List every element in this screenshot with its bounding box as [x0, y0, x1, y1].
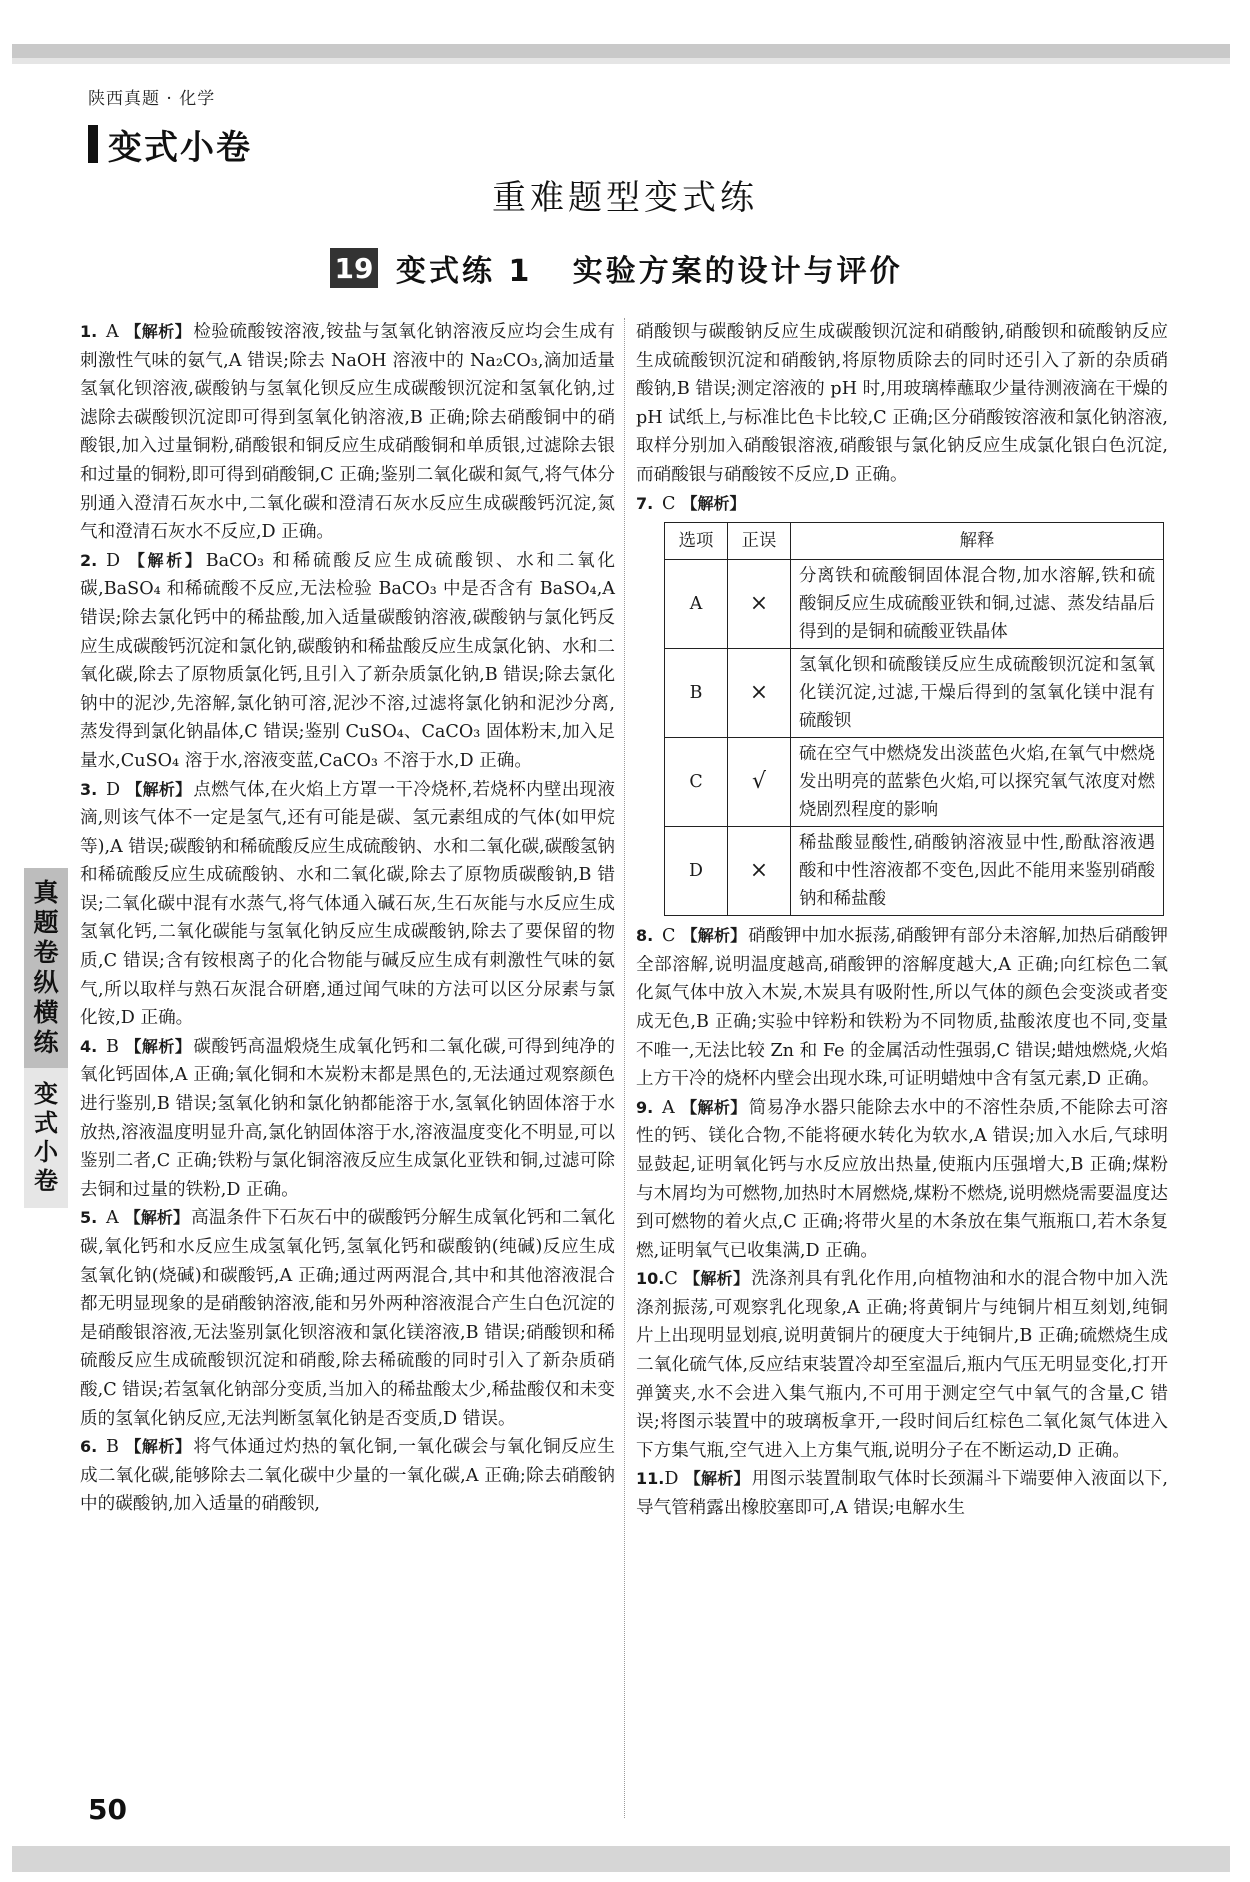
item-number: 2.	[80, 550, 98, 570]
analysis-tag: 【解析】	[124, 1437, 192, 1457]
table-row	[665, 560, 1164, 649]
item-number: 9.	[636, 1097, 654, 1117]
item-answer: C	[664, 1269, 678, 1290]
analysis-tag: 【解析】	[683, 1269, 750, 1289]
table-cell-text: 氢氧化钡和硫酸镁反应生成硫酸钡沉淀和氢氧化镁沉淀,过滤,干燥后得到的氢氧化镁中混有硫酸钡	[791, 649, 1164, 738]
side-tab-char: 纵	[33, 968, 59, 997]
item-answer: D	[106, 779, 121, 800]
answer-item-6	[80, 1433, 615, 1519]
section-tag-label: 变式小卷	[108, 127, 252, 168]
item-text: 高温条件下石灰石中的碳酸钙分解生成氧化钙和二氧化碳,氧化钙和水反应生成氢氧化钙,氢氧化钙和碳酸钠(纯碱)反应生成氢氧化钠(烧碱)和碳酸钙,A 正确;通过两两混合,其中和其他溶液混合都无明显现象的是硝酸钠溶液,能和另外两种溶液混合产生白色沉淀的是硝酸银溶液,无法鉴别氯化钡溶液和氯化镁溶液,B 错误;硝酸钡和稀硫酸反应生成硫酸钡沉淀和硝酸,除去稀硫酸的同时引入了新杂质硝酸,C 错误;若氢氧化钠部分变质,当加入的稀盐酸太少,稀盐酸仅和未变质的氢氧化钠反应,无法判断氢氧化钠是否变质,D 错误。	[80, 1208, 615, 1429]
answer-item-10	[636, 1265, 1168, 1465]
table-cell-mark: ×	[728, 560, 791, 649]
item-text: 将气体通过灼热的氧化铜,一氧化碳会与氧化铜反应生成二氧化碳,能够除去二氧化碳中少量的一氧化碳,A 正确;除去硝酸钠中的碳酸钠,加入适量的硝酸钡,	[80, 1437, 615, 1515]
side-tab-char: 真	[33, 878, 59, 907]
column-divider	[624, 318, 625, 1818]
answer-item-1	[80, 318, 615, 547]
table-header-explanation: 解释	[791, 523, 1164, 560]
analysis-tag: 【解析】	[684, 1469, 750, 1489]
analysis-tag: 【解析】	[124, 322, 192, 341]
item-answer: A	[106, 322, 119, 342]
top-decor-band-light	[12, 58, 1230, 64]
table-cell-option: D	[665, 827, 728, 916]
table-cell-text: 稀盐酸显酸性,硝酸钠溶液显中性,酚酞溶液遇酸和中性溶液都不变色,因此不能用来鉴别硝酸钠和稀盐酸	[791, 827, 1164, 916]
side-tab-char: 横	[33, 998, 59, 1027]
analysis-tag: 【解析】	[680, 1097, 747, 1117]
analysis-tag: 【解析】	[126, 550, 204, 570]
item-text: 用图示装置制取气体时长颈漏斗下端要伸入液面以下,导气管稍露出橡胶塞即可,A 错误;电解水生	[636, 1469, 1168, 1519]
analysis-tag: 【解析】	[124, 1036, 192, 1056]
item-text: 碳酸钙高温煅烧生成氧化钙和二氧化碳,可得到纯净的氧化钙固体,A 正确;氧化铜和木炭粉末都是黑色的,无法通过观察颜色进行鉴别,B 错误;氢氧化钠和氯化钠都能溶于水,氢氧化钠固体溶于水放热,溶液温度明显升高,氯化钠固体溶于水,溶液温度变化不明显,可以鉴别二者,C 正确;铁粉与氯化铜溶液反应生成氯化亚铁和铜,过滤可除去铜和过量的铁粉,D 正确。	[80, 1036, 615, 1200]
table-header-row	[665, 523, 1164, 560]
running-head: 陕西真题 · 化学	[88, 89, 216, 109]
side-tab-char: 变	[34, 1080, 58, 1108]
item-number: 6.	[80, 1437, 98, 1457]
item-text: 硝酸钡与碳酸钠反应生成碳酸钡沉淀和硝酸钠,硝酸钡和硫酸钠反应生成硫酸钡沉淀和硝酸钠,将原物质除去的同时还引入了新的杂质硝酸钠,B 错误;测定溶液的 pH 时,用玻璃棒蘸取少量待测液滴在干燥的 pH 试纸上,与标准比色卡比较,C 正确;区分硝酸铵溶液和氯化钠溶液,取样分别加入硝酸银溶液,硝酸银与氯化钠反应生成氯化银白色沉淀,而硝酸银与硝酸铵不反应,D 正确。	[636, 322, 1168, 485]
item-text: BaCO₃ 和稀硫酸反应生成硫酸钡、水和二氧化碳,BaSO₄ 和稀硫酸不反应,无法检验 BaCO₃ 中是否含有 BaSO₄,A 错误;除去氯化钙中的稀盐酸,加入适量碳酸钠溶液,碳酸钠与氯化钙反应生成碳酸钙沉淀和氯化钠,碳酸钠和稀盐酸反应生成氯化钠、水和二氧化碳,除去了原物质氯化钙,且引入了新杂质氯化钠,B 错误;除去氯化钠中的泥沙,先溶解,氯化钠可溶,泥沙不溶,过滤将氯化钠和泥沙分离,蒸发得到氯化钠晶体,C 错误;鉴别 CuSO₄、CaCO₃ 固体粉末,加入足量水,CuSO₄ 溶于水,溶液变蓝,CaCO₃ 不溶于水,D 正确。	[80, 550, 615, 771]
table-row	[665, 738, 1164, 827]
analysis-tag: 【解析】	[681, 926, 747, 946]
table-cell-mark: √	[728, 738, 791, 827]
side-tab-bottom	[24, 1068, 68, 1208]
table-header-option: 选项	[665, 523, 728, 560]
item-answer: C	[662, 493, 676, 514]
page-number: 50	[88, 1793, 127, 1826]
table-row	[665, 649, 1164, 738]
analysis-tag: 【解析】	[126, 779, 192, 799]
left-column	[80, 318, 615, 1519]
side-tab-char: 式	[34, 1109, 58, 1137]
analysis-table	[664, 522, 1164, 916]
sub-title	[330, 246, 903, 290]
item-answer: A	[662, 1097, 675, 1118]
item-number: 10.	[636, 1269, 665, 1289]
bottom-decor-band	[12, 1846, 1230, 1872]
side-tab-char: 题	[33, 908, 59, 937]
top-decor-band	[12, 44, 1230, 58]
item-number: 1.	[80, 322, 98, 341]
table-cell-option: A	[665, 560, 728, 649]
sub-title-number-badge: 19	[330, 248, 378, 288]
answer-item-4	[80, 1033, 615, 1205]
side-tab-char: 小	[34, 1138, 58, 1166]
table-cell-mark: ×	[728, 827, 791, 916]
answer-item-9	[636, 1094, 1168, 1266]
item-number: 7.	[636, 493, 654, 513]
answer-item-11	[636, 1465, 1168, 1522]
item-text: 检验硫酸铵溶液,铵盐与氢氧化钠溶液反应均会生成有刺激性气味的氨气,A 错误;除去 NaOH 溶液中的 Na₂CO₃,滴加适量氢氧化钡溶液,碳酸钠与氢氧化钡反应生成碳酸钡沉淀和氢氧化钠,过滤除去碳酸钡沉淀即可得到氢氧化钠溶液,B 正确;除去硝酸铜中的硝酸银,加入过量铜粉,硝酸银和铜反应生成硝酸铜和单质银,过滤除去银和过量的铜粉,即可得到硝酸铜,C 正确;鉴别二氧化碳和氮气,将气体分别通入澄清石灰水中,二氧化碳和澄清石灰水反应生成碳酸钙沉淀,氮气和澄清石灰水不反应,D 正确。	[80, 322, 615, 543]
side-tab-top	[24, 868, 68, 1068]
item-answer: C	[662, 926, 676, 947]
section-tag-bar	[88, 125, 98, 163]
right-column	[636, 318, 1168, 1523]
item-answer: D	[106, 550, 121, 571]
answer-item-5	[80, 1204, 615, 1433]
table-cell-text: 分离铁和硫酸铜固体混合物,加水溶解,铁和硫酸铜反应生成硫酸亚铁和铜,过滤、蒸发结晶后得到的是铜和硫酸亚铁晶体	[791, 560, 1164, 649]
answer-item-7	[636, 490, 1168, 917]
analysis-tag: 【解析】	[124, 1208, 190, 1228]
analysis-tag: 【解析】	[681, 493, 746, 513]
table-row	[665, 827, 1164, 916]
table-cell-option: C	[665, 738, 728, 827]
table-header-correctness: 正误	[728, 523, 791, 560]
item-number: 4.	[80, 1036, 98, 1056]
item-text: 洗涤剂具有乳化作用,向植物油和水的混合物中加入洗涤剂振荡,可观察乳化现象,A 正确;将黄铜片与纯铜片相互刻划,纯铜片上出现明显划痕,说明黄铜片的硬度大于纯铜片,B 正确;硫燃烧生成二氧化硫气体,反应结束装置冷却至室温后,瓶内气压无明显变化,打开弹簧夹,水不会进入集气瓶内,不可用于测定空气中氧气的含量,C 错误;将图示装置中的玻璃板拿开,一段时间后红棕色二氧化氮气体进入下方集气瓶,空气进入上方集气瓶,说明分子在不断运动,D 正确。	[636, 1269, 1168, 1461]
item-text: 简易净水器只能除去水中的不溶性杂质,不能除去可溶性的钙、镁化合物,不能将硬水转化为软水,A 错误;加入水后,气球明显鼓起,证明氧化钙与水反应放出热量,使瓶内压强增大,B 正确;煤粉与木屑均为可燃物,加热时木屑燃烧,煤粉不燃烧,说明燃烧需要温度达到可燃物的着火点,C 正确;将带火星的木条放在集气瓶瓶口,若木条复燃,证明氧气已收集满,D 正确。	[636, 1097, 1168, 1261]
item-number: 8.	[636, 926, 654, 946]
answer-item-8	[636, 922, 1168, 1094]
table-cell-text: 硫在空气中燃烧发出淡蓝色火焰,在氧气中燃烧发出明亮的蓝紫色火焰,可以探究氧气浓度对燃烧剧烈程度的影响	[791, 738, 1164, 827]
item-number: 5.	[80, 1208, 98, 1228]
item-answer: D	[664, 1469, 679, 1490]
item-number: 3.	[80, 779, 98, 799]
answer-item-2	[80, 547, 615, 776]
sub-title-text: 变式练 1 实验方案的设计与评价	[396, 254, 903, 289]
main-title: 重难题型变式练	[492, 178, 758, 218]
item-answer: A	[106, 1208, 119, 1229]
item-answer: B	[106, 1036, 119, 1057]
side-tab-char: 卷	[34, 1167, 58, 1195]
answer-item-6-continued	[636, 318, 1168, 490]
side-tab	[24, 868, 68, 1208]
item-text: 点燃气体,在火焰上方罩一干冷烧杯,若烧杯内壁出现液滴,则该气体不一定是氢气,还有可能是碳、氢元素组成的气体(如甲烷等),A 错误;碳酸钠和稀硫酸反应生成硫酸钠、水和二氧化碳,碳酸氢钠和稀硫酸反应生成硫酸钠、水和二氧化碳,除去了原物质碳酸钠,B 错误;二氧化碳中混有水蒸气,将气体通入碱石灰,生石灰能与水反应生成氢氧化钙,二氧化碳能与氢氧化钠反应生成碳酸钠,除去了要保留的物质,C 错误;含有铵根离子的化合物能与碱反应生成有刺激性气味的氨气,所以取样与熟石灰混合研磨,通过闻气味的方法可以区分尿素与氯化铵,D 正确。	[80, 779, 615, 1029]
table-cell-option: B	[665, 649, 728, 738]
table-cell-mark: ×	[728, 649, 791, 738]
answer-item-3	[80, 776, 615, 1033]
item-text: 硝酸钾中加水振荡,硝酸钾有部分未溶解,加热后硝酸钾全部溶解,说明温度越高,硝酸钾的溶解度越大,A 正确;向红棕色二氧化氮气体中放入木炭,木炭具有吸附性,所以气体的颜色会变淡或者变成无色,B 正确;实验中锌粉和铁粉为不同物质,盐酸浓度也不同,变量不唯一,无法比较 Zn 和 Fe 的金属活动性强弱,C 错误;蜡烛燃烧,火焰上方干冷的烧杯内壁会出现水珠,可证明蜡烛中含有氢元素,D 正确。	[636, 926, 1168, 1090]
item-answer: B	[106, 1437, 119, 1458]
side-tab-char: 卷	[33, 938, 59, 967]
item-number: 11.	[636, 1469, 665, 1489]
side-tab-char: 练	[33, 1028, 59, 1057]
section-tag	[88, 124, 252, 168]
